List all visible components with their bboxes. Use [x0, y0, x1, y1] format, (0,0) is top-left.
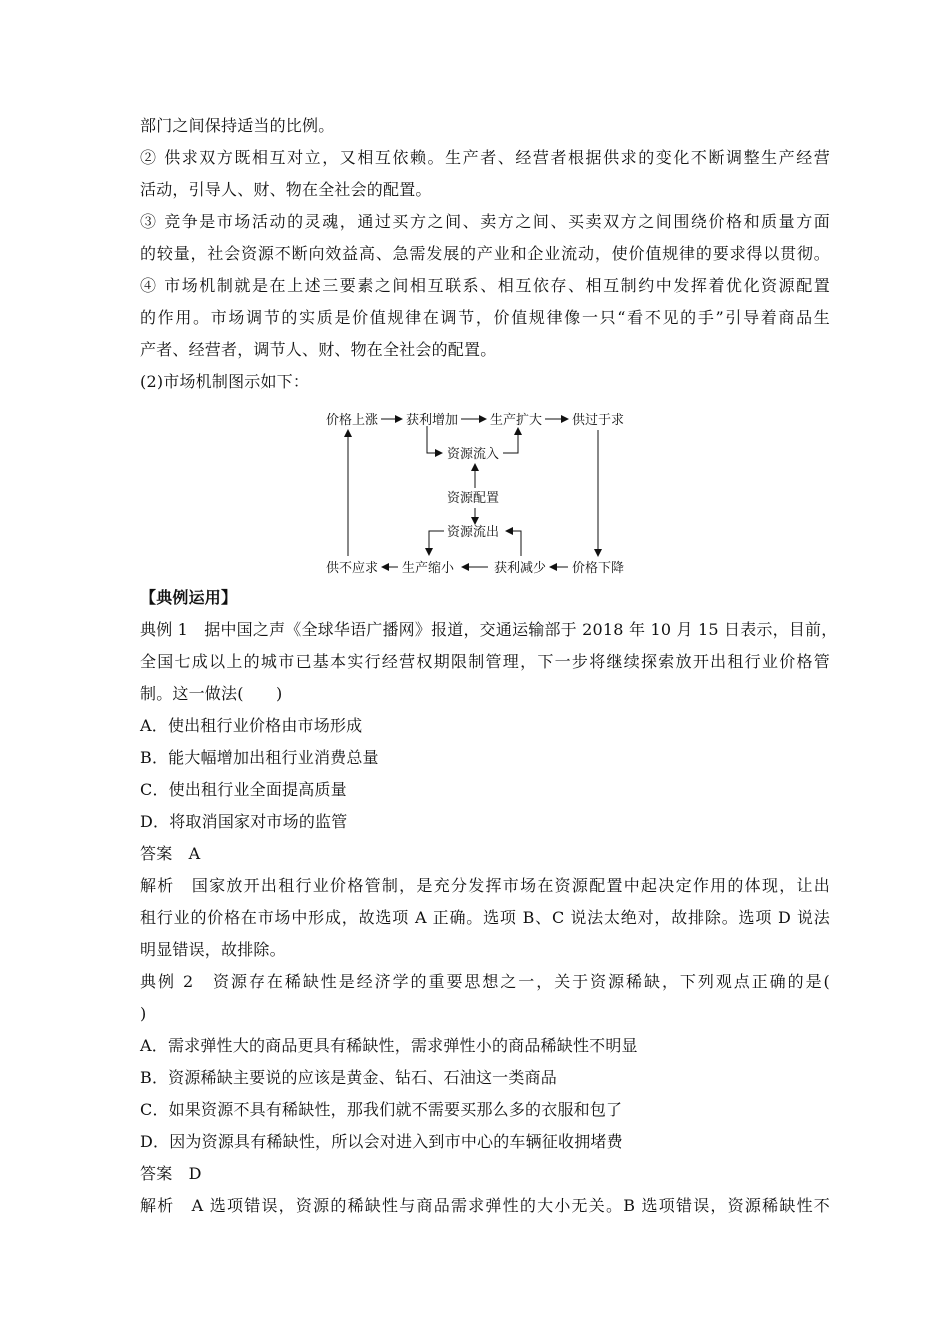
node-price-rise: 价格上涨	[326, 413, 379, 428]
example-1-analysis: 租行业的价格在市场中形成，故选项 A 正确。选项 B、C 说法太绝对，故排除。选项 D 说法	[140, 908, 830, 927]
node-resource-outflow: 资源流出	[447, 525, 500, 540]
text-line: 的较量，社会资源不断向效益高、急需发展的产业和企业流动，使价值规律的要求得以贯彻。	[140, 244, 830, 263]
node-profit-increase: 获利增加	[406, 413, 459, 428]
example-1-analysis: 明显错误，故排除。	[140, 940, 286, 959]
node-supply-exceeds-demand: 供过于求	[572, 413, 625, 428]
section-title: 【典例运用】	[140, 588, 238, 607]
arrow-connector	[427, 426, 442, 453]
example-2-question: )	[140, 1004, 147, 1023]
text-line: 活动，引导人、财、物在全社会的配置。	[140, 180, 432, 199]
example-2-option-c: C．如果资源不具有稀缺性，那我们就不需要买那么多的衣服和包了	[140, 1100, 623, 1119]
example-1-option-b: B．能大幅增加出租行业消费总量	[140, 748, 379, 767]
example-2-option-b: B．资源稀缺主要说的应该是黄金、钻石、石油这一类商品	[140, 1068, 557, 1087]
example-2-option-d: D．因为资源具有稀缺性，所以会对进入到市中心的车辆征收拥堵费	[140, 1132, 623, 1151]
text-line: 部门之间保持适当的比例。	[140, 116, 335, 135]
node-demand-exceeds-supply: 供不应求	[326, 561, 379, 576]
market-mechanism-diagram	[140, 404, 830, 580]
example-2-analysis: 解析 A 选项错误，资源的稀缺性与商品需求弹性的大小无关。B 选项错误，资源稀缺性不	[140, 1196, 830, 1215]
arrow-connector	[503, 428, 518, 453]
text-line: ④ 市场机制就是在上述三要素之间相互联系、相互依存、相互制约中发挥着优化资源配置	[140, 276, 830, 295]
example-1-analysis: 解析 国家放开出租行业价格管制，是充分发挥市场在资源配置中起决定作用的体现，让出	[140, 876, 830, 895]
example-2-option-a: A．需求弹性大的商品更具有稀缺性，需求弹性小的商品稀缺性不明显	[140, 1036, 638, 1055]
node-profit-decrease: 获利减少	[494, 561, 547, 576]
node-resource-allocation: 资源配置	[447, 491, 500, 506]
text-line: ③ 竞争是市场活动的灵魂，通过买方之间、卖方之间、买卖双方之间围绕价格和质量方面	[140, 212, 830, 231]
arrow-connector	[429, 531, 444, 555]
text-line: 产者、经营者，调节人、财、物在全社会的配置。	[140, 340, 497, 359]
node-price-fall: 价格下降	[572, 561, 625, 576]
text-line: ② 供求双方既相互对立，又相互依赖。生产者、经营者根据供求的变化不断调整生产经营	[140, 148, 830, 167]
text-line: 的作用。市场调节的实质是价值规律在调节，价值规律像一只“看不见的手”引导着商品生	[140, 308, 830, 327]
example-2-question: 典例 2 资源存在稀缺性是经济学的重要思想之一，关于资源稀缺，下列观点正确的是(	[140, 972, 830, 991]
example-2-answer: 答案 D	[140, 1164, 202, 1183]
example-1-question: 全国七成以上的城市已基本实行经营权期限制管理，下一步将继续探索放开出租行业价格管	[140, 652, 830, 671]
example-1-answer: 答案 A	[140, 844, 201, 863]
arrow-connector	[506, 531, 521, 556]
example-1-option-d: D．将取消国家对市场的监管	[140, 812, 348, 831]
example-1-question: 典例 1 据中国之声《全球华语广播网》报道，交通运输部于 2018 年 10 月 15 日表示，目前，	[140, 620, 838, 639]
node-resource-inflow: 资源流入	[447, 447, 500, 462]
example-1-option-a: A．使出租行业价格由市场形成	[140, 716, 363, 735]
example-1-question: 制。这一做法( )	[140, 684, 283, 703]
example-1-option-c: C．使出租行业全面提高质量	[140, 780, 347, 799]
text-line: (2)市场机制图示如下：	[140, 372, 310, 391]
document-page	[140, 110, 838, 1222]
node-production-expand: 生产扩大	[490, 413, 543, 428]
node-production-shrink: 生产缩小	[402, 561, 455, 576]
